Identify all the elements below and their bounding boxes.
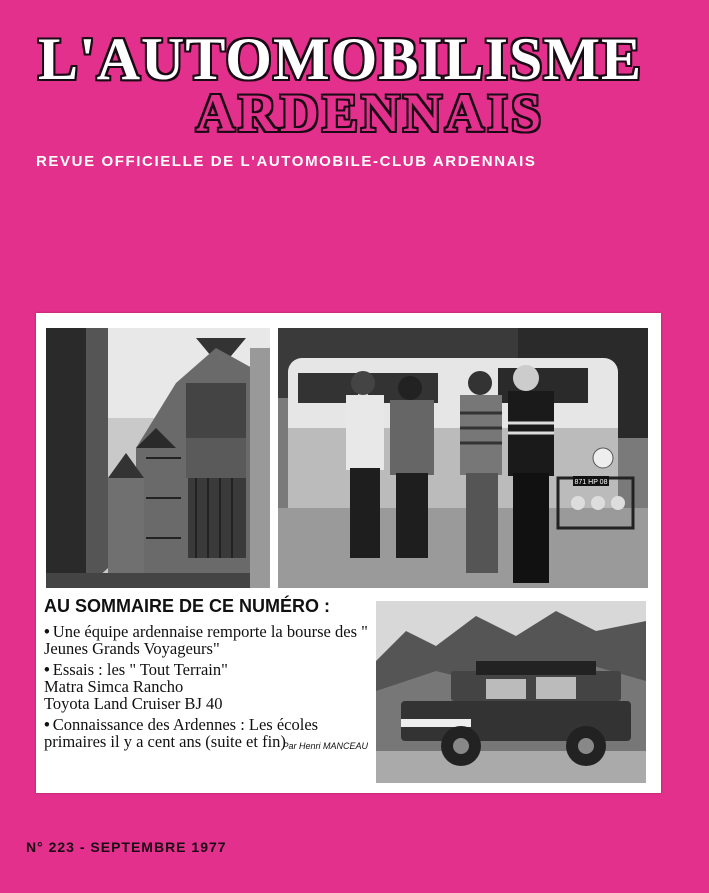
offroad-vehicle-photo (376, 601, 646, 783)
contents-item-text: Une équipe ardennaise remporte la bourse des " Jeunes Grands Voyageurs" (44, 622, 368, 658)
author-byline: Par Henri MANCEAU (282, 741, 368, 751)
contents-heading: AU SOMMAIRE DE CE NUMÉRO : (44, 596, 331, 616)
contents-item-1 (44, 623, 372, 657)
contents-item-text: Essais : les " Tout Terrain" (52, 660, 228, 679)
masthead-title: L'AUTOMOBILISME (38, 26, 643, 92)
cover-content-panel (36, 313, 661, 793)
contents-item-subline: Matra Simca Rancho (44, 677, 184, 696)
bullet-icon: • (44, 660, 50, 679)
table-of-contents (44, 596, 372, 751)
masthead-subtitle: REVUE OFFICIELLE DE L'AUTOMOBILE-CLUB ARDENNAIS (36, 153, 537, 170)
contents-item-text: Connaissance des Ardennes : Les écoles primaires il y a cent ans (suite et fin) (44, 715, 319, 751)
issue-number: N° 223 - SEPTEMBRE 1977 (26, 839, 227, 855)
masthead-title-second-line: ARDENNAIS (196, 83, 545, 143)
half-timbered-street-photo (46, 328, 270, 588)
contents-item-2 (44, 661, 372, 712)
van-plate: 871 HP 08 (574, 479, 608, 486)
bullet-icon: • (44, 622, 50, 641)
bullet-icon: • (44, 715, 50, 734)
contents-item-subline: Toyota Land Cruiser BJ 40 (44, 694, 223, 713)
group-with-van-photo (278, 328, 648, 588)
